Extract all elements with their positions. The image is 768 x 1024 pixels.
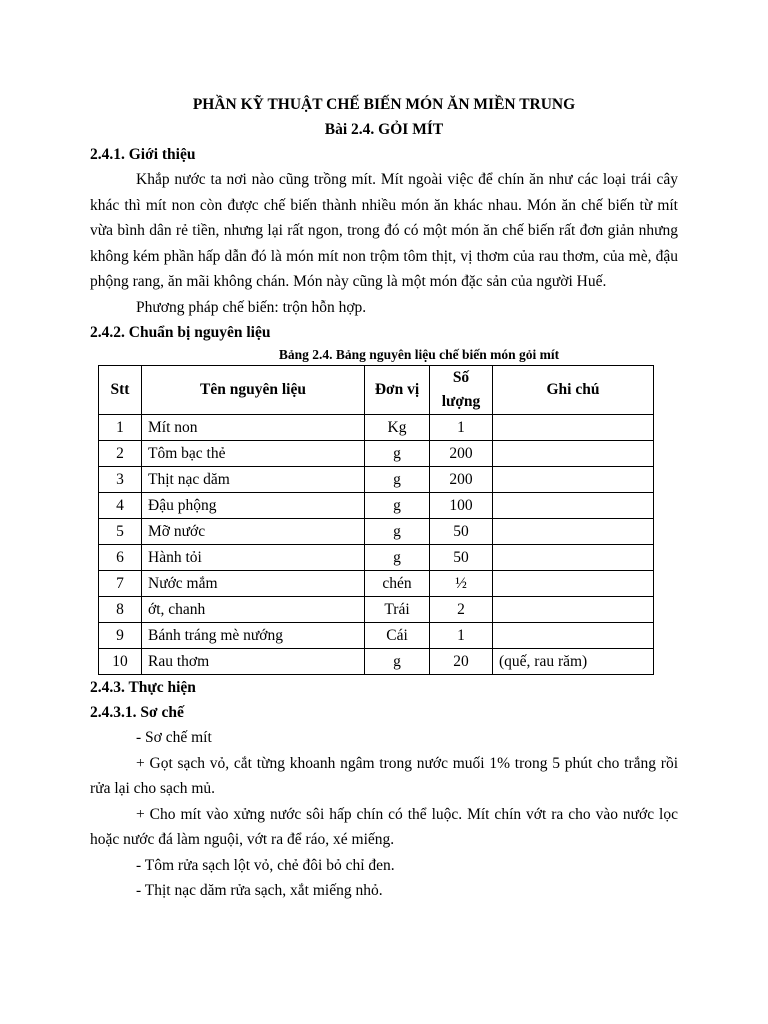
cell-note xyxy=(493,597,654,623)
cell-name: Hành tỏi xyxy=(142,545,365,571)
prep-line: + Gọt sạch vỏ, cắt từng khoanh ngâm trong nước muối 1% trong 5 phút cho trắng rồi rửa lại cho sạch mủ. xyxy=(90,754,678,797)
cell-stt: 5 xyxy=(99,519,142,545)
cell-name: Thịt nạc dăm xyxy=(142,467,365,493)
cell-name: Nước mắm xyxy=(142,571,365,597)
table-row xyxy=(99,597,654,623)
cell-unit: g xyxy=(365,545,430,571)
ingredients-table xyxy=(98,365,654,675)
cell-qty: ½ xyxy=(430,571,493,597)
cell-stt: 4 xyxy=(99,493,142,519)
header-qty: Số lượng xyxy=(430,366,493,415)
cell-qty: 100 xyxy=(430,493,493,519)
cell-qty: 50 xyxy=(430,519,493,545)
cell-qty: 20 xyxy=(430,649,493,675)
header-unit: Đơn vị xyxy=(365,366,430,415)
cell-unit: g xyxy=(365,467,430,493)
cell-name: Mỡ nước xyxy=(142,519,365,545)
table-row xyxy=(99,519,654,545)
prep-line: - Tôm rửa sạch lột vỏ, chẻ đôi bỏ chỉ đen. xyxy=(136,856,395,874)
method-paragraph: Phương pháp chế biến: trộn hỗn hợp. xyxy=(136,298,367,316)
prep-line: + Cho mít vào xửng nước sôi hấp chín có thể luộc. Mít chín vớt ra cho vào nước lọc hoặc nước đá làm nguội, vớt ra để ráo, xé miếng. xyxy=(90,805,678,848)
cell-unit: g xyxy=(365,649,430,675)
intro-paragraph: Khắp nước ta nơi nào cũng trồng mít. Mít ngoài việc để chín ăn như các loại trái cây khác thì mít non còn được chế biến thành nhiều món ăn khác nhau. Món ăn chế biến từ mít vừa bình dân rẻ tiền, nhưng lại rất ngon, trong đó có một món ăn chế biến rất đơn giản nhưng không kém phần hấp dẫn đó là món mít non trộm tôm thịt, vị thơm của rau thơm, của mè, đậu phộng rang, ăn mãi không chán. Món này cũng là một món đặc sản của người Huế. xyxy=(90,171,678,290)
cell-qty: 1 xyxy=(430,623,493,649)
lesson-title: Bài 2.4. GỎI MÍT xyxy=(324,121,444,138)
cell-note xyxy=(493,623,654,649)
document-page xyxy=(90,92,678,904)
cell-qty: 1 xyxy=(430,415,493,441)
table-header-row xyxy=(99,366,654,415)
cell-note xyxy=(493,467,654,493)
cell-note xyxy=(493,519,654,545)
chapter-title: PHẦN KỸ THUẬT CHẾ BIẾN MÓN ĂN MIỀN TRUNG xyxy=(192,96,576,113)
cell-name: Bánh tráng mè nướng xyxy=(142,623,365,649)
cell-stt: 8 xyxy=(99,597,142,623)
subsection-heading-prep: 2.4.3.1. Sơ chế xyxy=(90,704,184,721)
cell-qty: 2 xyxy=(430,597,493,623)
section-heading-ingredients: 2.4.2. Chuẩn bị nguyên liệu xyxy=(90,324,271,341)
cell-stt: 10 xyxy=(99,649,142,675)
table-row xyxy=(99,467,654,493)
cell-unit: Trái xyxy=(365,597,430,623)
table-row xyxy=(99,571,654,597)
cell-name: Đậu phộng xyxy=(142,493,365,519)
prep-line: - Thịt nạc dăm rửa sạch, xắt miếng nhỏ. xyxy=(136,882,383,899)
section-heading-intro: 2.4.1. Giới thiệu xyxy=(90,146,196,163)
cell-name: Tôm bạc thẻ xyxy=(142,441,365,467)
cell-note: (quế, rau răm) xyxy=(493,649,654,675)
cell-unit: g xyxy=(365,493,430,519)
table-row xyxy=(99,649,654,675)
table-row xyxy=(99,545,654,571)
cell-stt: 7 xyxy=(99,571,142,597)
cell-qty: 50 xyxy=(430,545,493,571)
cell-stt: 2 xyxy=(99,441,142,467)
table-row xyxy=(99,415,654,441)
cell-qty: 200 xyxy=(430,441,493,467)
cell-note xyxy=(493,571,654,597)
cell-note xyxy=(493,493,654,519)
cell-stt: 3 xyxy=(99,467,142,493)
cell-stt: 9 xyxy=(99,623,142,649)
header-name: Tên nguyên liệu xyxy=(142,366,365,415)
table-row xyxy=(99,623,654,649)
cell-note xyxy=(493,545,654,571)
cell-unit: Kg xyxy=(365,415,430,441)
header-note: Ghi chú xyxy=(493,366,654,415)
cell-stt: 1 xyxy=(99,415,142,441)
header-stt: Stt xyxy=(99,366,142,415)
cell-note xyxy=(493,415,654,441)
cell-unit: chén xyxy=(365,571,430,597)
cell-unit: Cái xyxy=(365,623,430,649)
prep-line: - Sơ chế mít xyxy=(136,729,212,746)
cell-unit: g xyxy=(365,519,430,545)
table-row xyxy=(99,493,654,519)
table-row xyxy=(99,441,654,467)
cell-qty: 200 xyxy=(430,467,493,493)
table-caption: Bảng 2.4. Bảng nguyên liệu chế biến món gỏi mít xyxy=(278,347,560,362)
cell-note xyxy=(493,441,654,467)
cell-stt: 6 xyxy=(99,545,142,571)
cell-name: ớt, chanh xyxy=(142,597,365,623)
section-heading-procedure: 2.4.3. Thực hiện xyxy=(90,679,196,696)
cell-unit: g xyxy=(365,441,430,467)
cell-name: Mít non xyxy=(142,415,365,441)
cell-name: Rau thơm xyxy=(142,649,365,675)
